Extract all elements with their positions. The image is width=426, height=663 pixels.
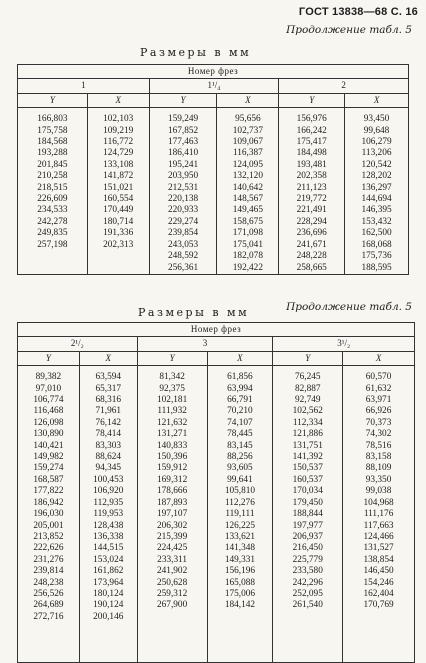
table-cell: 205,001	[33, 520, 64, 531]
table-cell: 158,675	[232, 216, 263, 227]
col-header-x: X	[343, 351, 415, 365]
group-header: Номер фрез	[18, 65, 409, 79]
table-cell: 102,103	[103, 114, 134, 125]
table-1	[17, 64, 409, 275]
table-cell: 70,373	[365, 417, 392, 428]
col-header-y: Y	[18, 351, 80, 365]
table-cell: 248,228	[296, 251, 327, 262]
table-cell: 97,010	[35, 383, 62, 394]
table-cell: 239,854	[167, 228, 199, 239]
table-cell: 116,468	[33, 406, 64, 417]
table-cell: 89,382	[35, 372, 62, 383]
table-cell: 70,210	[227, 406, 253, 417]
table-cell: 221,491	[296, 205, 327, 216]
data-column	[149, 108, 217, 275]
table-cell: 233,580	[292, 566, 323, 577]
table-cell: 63,994	[227, 383, 253, 394]
table-cell: 144,694	[361, 194, 392, 205]
table-cell: 61,856	[227, 372, 253, 383]
table-cell: 248,238	[33, 577, 64, 588]
table-cell: 249,835	[37, 228, 68, 239]
table-cell: 141,348	[224, 543, 256, 554]
table-cell: 162,500	[361, 228, 392, 239]
table-cell: 242,278	[37, 216, 68, 227]
table-cell: 236,696	[296, 228, 327, 239]
table-cell: 146,450	[363, 566, 394, 577]
table-cell: 168,068	[361, 239, 392, 250]
table-cell: 162,404	[363, 588, 394, 599]
table-cell: 171,098	[232, 228, 263, 239]
table-cell: 190,124	[93, 600, 124, 611]
table-cell: 215,399	[157, 531, 188, 542]
table-cell: 165,088	[224, 577, 256, 588]
table-cell: 102,562	[292, 406, 323, 417]
group-header: Номер фрез	[18, 323, 415, 337]
table-cell: 197,977	[292, 520, 323, 531]
table-cell: 100,453	[93, 474, 124, 485]
table-cell: 200,146	[93, 611, 124, 622]
data-column	[207, 366, 273, 663]
table-cell: 160,554	[103, 194, 134, 205]
table-cell: 170,449	[103, 205, 134, 216]
table-cell: 218,515	[37, 182, 68, 193]
table-cell: 141,392	[292, 452, 323, 463]
table-cell: 136,297	[361, 182, 392, 193]
table-cell: 206,937	[292, 531, 323, 542]
table-cell: 206,302	[157, 520, 188, 531]
group-label: 1¹/₄	[149, 79, 279, 93]
table-cell: 170,034	[292, 486, 323, 497]
table-cell: 106,279	[361, 137, 392, 148]
table-cell: 93,350	[365, 474, 392, 485]
col-header-x: X	[79, 351, 137, 365]
table-cell: 82,887	[294, 383, 321, 394]
table-cell: 178,666	[157, 486, 188, 497]
col-header-y: Y	[137, 351, 207, 365]
col-header-x: X	[207, 351, 273, 365]
data-column	[79, 366, 137, 663]
table-cell: 196,030	[33, 509, 64, 520]
table-cell: 74,107	[227, 417, 253, 428]
table-cell: 141,872	[103, 171, 134, 182]
table-cell: 267,900	[157, 600, 188, 611]
table-cell: 175,417	[296, 137, 327, 148]
table-cell: 213,852	[33, 531, 64, 542]
table-cell: 149,465	[232, 205, 263, 216]
table-cell: 66,791	[227, 395, 253, 406]
table-cell: 99,641	[227, 474, 253, 485]
table-cell: 124,729	[103, 148, 134, 159]
continuation-note-2: Продолжение табл. 5	[286, 301, 412, 313]
data-column	[345, 108, 409, 275]
table-cell: 120,542	[361, 159, 392, 170]
table-cell: 222,626	[33, 543, 64, 554]
table-cell: 170,769	[363, 600, 394, 611]
table-cell: 175,006	[224, 588, 256, 599]
table-cell: 202,358	[296, 171, 327, 182]
table-cell: 149,331	[224, 554, 256, 565]
table-cell: 256,361	[167, 262, 199, 273]
table-cell: 177,822	[33, 486, 64, 497]
table-cell: 121,886	[292, 429, 323, 440]
table-cell: 210,258	[37, 171, 68, 182]
table-cell: 92,749	[294, 395, 321, 406]
table-cell: 149,982	[33, 452, 64, 463]
table-cell: 116,387	[232, 148, 263, 159]
table-cell: 182,078	[232, 251, 263, 262]
data-column	[87, 108, 149, 275]
data-column	[217, 108, 279, 275]
table-cell: 140,642	[232, 182, 263, 193]
table-cell: 175,041	[232, 239, 263, 250]
table-cell: 119,953	[93, 509, 124, 520]
table-2	[17, 322, 415, 663]
table-cell: 92,375	[159, 383, 185, 394]
table-cell: 188,844	[292, 509, 323, 520]
table-cell: 264,689	[33, 600, 64, 611]
col-header-y: Y	[273, 351, 343, 365]
table-cell: 109,067	[232, 137, 263, 148]
table-cell: 153,432	[361, 216, 392, 227]
col-header-y: Y	[279, 93, 345, 107]
table-cell: 173,964	[93, 577, 124, 588]
table-cell: 126,098	[33, 417, 64, 428]
table-cell: 83,158	[365, 452, 392, 463]
table-cell: 242,296	[292, 577, 323, 588]
table-cell: 74,302	[365, 429, 392, 440]
table-cell: 144,515	[93, 543, 124, 554]
table-cell: 202,313	[103, 239, 134, 250]
table-cell: 179,450	[292, 497, 323, 508]
table-cell: 124,466	[363, 531, 394, 542]
table-cell: 191,336	[103, 228, 134, 239]
table-cell: 88,256	[227, 452, 253, 463]
table-cell: 150,537	[292, 463, 323, 474]
table-cell: 116,772	[103, 137, 134, 148]
table-cell: 168,587	[33, 474, 64, 485]
table-cell: 133,108	[103, 159, 134, 170]
table-cell: 175,758	[37, 125, 68, 136]
table-cell: 61,632	[365, 383, 392, 394]
table-cell: 231,276	[33, 554, 64, 565]
table-cell: 250,628	[157, 577, 188, 588]
table-cell: 119,111	[225, 509, 255, 520]
table-cell: 109,219	[103, 125, 134, 136]
table-cell: 193,481	[296, 159, 327, 170]
table-cell: 167,852	[167, 125, 199, 136]
table-cell: 156,196	[224, 566, 256, 577]
table-cell: 106,920	[93, 486, 124, 497]
col-header-x: X	[217, 93, 279, 107]
table-cell: 195,241	[167, 159, 199, 170]
table-cell: 117,663	[363, 520, 394, 531]
table-cell: 177,463	[167, 137, 199, 148]
table-cell: 234,533	[37, 205, 68, 216]
table-cell: 126,225	[224, 520, 256, 531]
table-cell: 111,176	[363, 509, 394, 520]
table-cell: 111,932	[157, 406, 187, 417]
table-cell: 243,053	[167, 239, 199, 250]
data-column	[279, 108, 345, 275]
table-cell: 78,516	[365, 440, 392, 451]
table-cell: 226,609	[37, 194, 68, 205]
data-column	[18, 366, 80, 663]
table-cell: 188,595	[361, 262, 392, 273]
col-header-x: X	[345, 93, 409, 107]
table-cell: 146,395	[361, 205, 392, 216]
table-cell: 60,570	[365, 372, 392, 383]
data-column	[273, 366, 343, 663]
table-cell: 94,345	[95, 463, 122, 474]
table-cell: 112,334	[292, 417, 323, 428]
table-cell: 228,294	[296, 216, 327, 227]
table-cell: 241,671	[296, 239, 327, 250]
table-cell: 112,935	[93, 497, 124, 508]
table-cell: 93,450	[363, 114, 390, 125]
table-cell: 259,312	[157, 588, 188, 599]
table-cell: 166,803	[37, 114, 68, 125]
table-cell: 225,779	[292, 554, 323, 565]
table-cell: 187,893	[157, 497, 188, 508]
table-cell: 154,246	[363, 577, 394, 588]
table-cell: 102,737	[232, 125, 263, 136]
table-cell: 133,621	[224, 531, 256, 542]
table1-title: Размеры в мм	[140, 46, 252, 59]
table-cell: 76,142	[95, 417, 122, 428]
group-label: 2	[279, 79, 409, 93]
table-cell: 160,537	[292, 474, 323, 485]
table-cell: 105,810	[224, 486, 256, 497]
continuation-note-1: Продолжение табл. 5	[286, 24, 412, 36]
table-cell: 78,414	[95, 429, 122, 440]
table-cell: 175,736	[361, 251, 392, 262]
table-cell: 140,833	[157, 440, 188, 451]
table-cell: 63,594	[95, 372, 122, 383]
table-cell: 220,138	[167, 194, 199, 205]
table-cell: 197,107	[157, 509, 188, 520]
table-cell: 88,624	[95, 452, 122, 463]
table-cell: 156,976	[296, 114, 327, 125]
table-cell: 261,540	[292, 600, 323, 611]
table-cell: 212,531	[167, 182, 199, 193]
table-cell: 128,438	[93, 520, 124, 531]
table-cell: 159,274	[33, 463, 64, 474]
table-cell: 257,198	[37, 239, 68, 250]
data-column	[137, 366, 207, 663]
table-cell: 151,021	[103, 182, 134, 193]
table-cell: 150,396	[157, 452, 188, 463]
table-cell: 201,845	[37, 159, 68, 170]
table-cell: 102,181	[157, 395, 188, 406]
table-cell: 203,950	[167, 171, 199, 182]
table-cell: 258,665	[296, 262, 327, 273]
table-cell: 78,445	[227, 429, 253, 440]
table-cell: 180,714	[103, 216, 134, 227]
table-cell: 193,288	[37, 148, 68, 159]
table-cell: 186,410	[167, 148, 199, 159]
table-cell: 106,774	[33, 395, 64, 406]
table-cell: 229,274	[167, 216, 199, 227]
table-cell: 131,751	[292, 440, 323, 451]
table-cell: 131,271	[157, 429, 188, 440]
table-cell: 161,862	[93, 566, 124, 577]
group-label: 3	[137, 337, 273, 351]
table-cell: 66,926	[365, 406, 392, 417]
page-header: ГОСТ 13838—68 С. 16	[298, 6, 418, 18]
data-column	[18, 108, 88, 275]
table-cell: 256,526	[33, 588, 64, 599]
table-cell: 248,592	[167, 251, 199, 262]
table-cell: 169,312	[157, 474, 188, 485]
table-cell: 76,245	[294, 372, 321, 383]
table-cell: 99,038	[365, 486, 392, 497]
table-cell: 136,338	[93, 531, 124, 542]
table-cell: 68,316	[95, 395, 122, 406]
group-label: 1	[18, 79, 150, 93]
table-cell: 132,120	[232, 171, 263, 182]
table-cell: 99,648	[363, 125, 390, 136]
table-cell: 81,342	[159, 372, 185, 383]
table-cell: 224,425	[157, 543, 188, 554]
table-cell: 140,421	[33, 440, 64, 451]
table-cell: 138,854	[363, 554, 394, 565]
col-header-y: Y	[149, 93, 217, 107]
table-cell: 239,814	[33, 566, 64, 577]
table-cell: 88,109	[365, 463, 392, 474]
table-cell: 166,242	[296, 125, 327, 136]
table-cell: 130,890	[33, 429, 64, 440]
table-cell: 148,567	[232, 194, 263, 205]
table-cell: 95,656	[235, 114, 261, 125]
table-cell: 65,317	[95, 383, 122, 394]
table-cell: 83,303	[95, 440, 122, 451]
table-cell: 93,605	[227, 463, 253, 474]
table-cell: 186,942	[33, 497, 64, 508]
table-cell: 184,142	[224, 600, 256, 611]
table-cell: 153,024	[93, 554, 124, 565]
table-cell: 71,961	[95, 406, 122, 417]
table-cell: 192,422	[232, 262, 263, 273]
data-column	[343, 366, 415, 663]
table2-title: Размеры в мм	[138, 306, 250, 319]
table-cell: 63,971	[365, 395, 392, 406]
table-cell: 219,772	[296, 194, 327, 205]
table-cell: 159,912	[157, 463, 188, 474]
group-label: 3¹/₂	[273, 337, 415, 351]
table-cell: 112,276	[224, 497, 255, 508]
table-cell: 252,095	[292, 588, 323, 599]
table-cell: 184,568	[37, 137, 68, 148]
table-cell: 241,902	[157, 566, 188, 577]
table-cell: 216,450	[292, 543, 323, 554]
table-cell: 83,145	[227, 440, 253, 451]
table-cell: 104,968	[363, 497, 394, 508]
table-cell: 272,716	[33, 611, 64, 622]
table-cell: 159,249	[167, 114, 199, 125]
group-label: 2¹/₂	[18, 337, 138, 351]
table-cell: 180,124	[93, 588, 124, 599]
col-header-y: Y	[18, 93, 88, 107]
table-cell: 131,527	[363, 543, 394, 554]
table-cell: 184,498	[296, 148, 327, 159]
table-cell: 121,632	[157, 417, 188, 428]
table-cell: 220,933	[167, 205, 199, 216]
table-cell: 113,206	[361, 148, 392, 159]
table-cell: 124,095	[232, 159, 263, 170]
col-header-x: X	[87, 93, 149, 107]
table-cell: 211,123	[296, 182, 327, 193]
table-cell: 233,311	[157, 554, 188, 565]
table-cell: 128,202	[361, 171, 392, 182]
